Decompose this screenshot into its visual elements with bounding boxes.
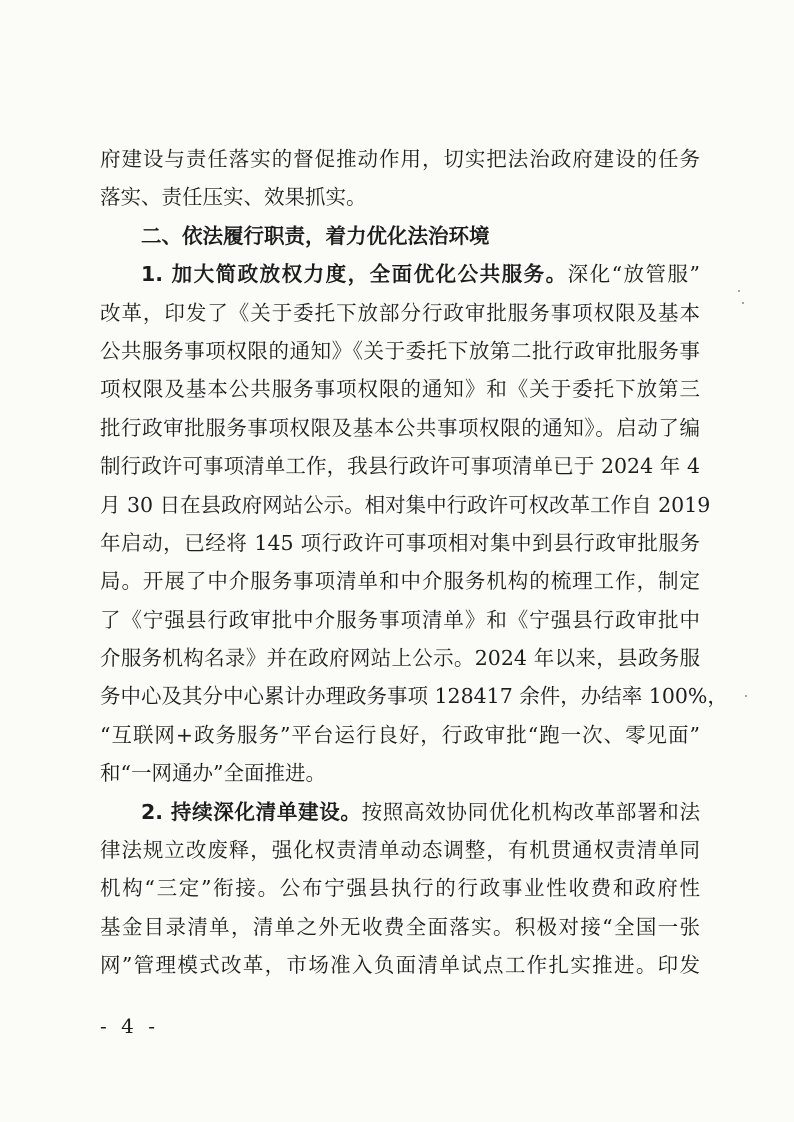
paragraph-lead: 2. 持续深化清单建设。 xyxy=(141,799,362,824)
paragraph-lead: 1. 加大简政放权力度，全面优化公共服务。 xyxy=(141,262,568,287)
document-body xyxy=(100,140,728,985)
body-line: 了《宁强县行政审批中介服务事项清单》和《宁强县行政审批中 xyxy=(100,607,700,632)
paragraph-text: 按照高效协同优化机构改革部署和法 xyxy=(361,799,700,824)
scan-speck xyxy=(742,302,744,304)
page-number: - 4 - xyxy=(100,1014,159,1038)
paragraph-first-line xyxy=(100,255,700,293)
body-line: 机构“三定”衔接。公布宁强县执行的行政事业性收费和政府性 xyxy=(100,876,700,901)
body-line: 项权限及基本公共服务事项权限的通知》和《关于委托下放第三 xyxy=(100,377,700,402)
scan-speck xyxy=(738,290,740,292)
body-line: “互联网+政务服务”平台运行良好，行政审批“跑一次、零见面” xyxy=(100,722,700,747)
body-line: 和“一网通办”全面推进。 xyxy=(100,761,326,786)
body-line: 基金目录清单，清单之外无收费全面落实。积极对接“全国一张 xyxy=(100,914,700,939)
paragraph-first-line xyxy=(100,793,700,831)
scan-speck xyxy=(745,695,747,697)
body-line: 批行政审批服务事项权限及基本公共事项权限的通知》。启动了编 xyxy=(100,415,700,440)
body-line: 年启动，已经将 145 项行政许可事项相对集中到县行政审批服务 xyxy=(100,530,700,555)
body-line: 月 30 日在县政府网站公示。相对集中行政许可权改革工作自 2019 xyxy=(100,492,711,517)
body-line: 改革，印发了《关于委托下放部分行政审批服务事项权限及基本 xyxy=(100,300,700,325)
body-line: 制行政许可事项清单工作，我县行政许可事项清单已于 2024 年 4 xyxy=(100,454,700,479)
section-heading: 二、依法履行职责，着力优化法治环境 xyxy=(141,223,490,248)
body-line: 公共服务事项权限的通知》《关于委托下放第二批行政审批服务事 xyxy=(100,338,700,363)
body-line: 网”管理模式改革，市场准入负面清单试点工作扎实推进。印发 xyxy=(100,953,700,978)
body-line: 局。开展了中介服务事项清单和中介服务机构的梳理工作，制定 xyxy=(100,569,700,594)
body-line: 府建设与责任落实的督促推动作用，切实把法治政府建设的任务 xyxy=(100,147,700,171)
paragraph-text: 深化“放管服” xyxy=(567,262,701,287)
body-line: 律法规立改废释，强化权责清单动态调整，有机贯通权责清单同 xyxy=(100,838,700,863)
body-line: 落实、责任压实、效果抓实。 xyxy=(100,185,367,210)
body-line: 务中心及其分中心累计办理政务事项 128417 余件，办结率 100%， xyxy=(100,684,728,709)
body-line: 介服务机构名录》并在政府网站上公示。2024 年以来，县政务服 xyxy=(100,646,700,671)
